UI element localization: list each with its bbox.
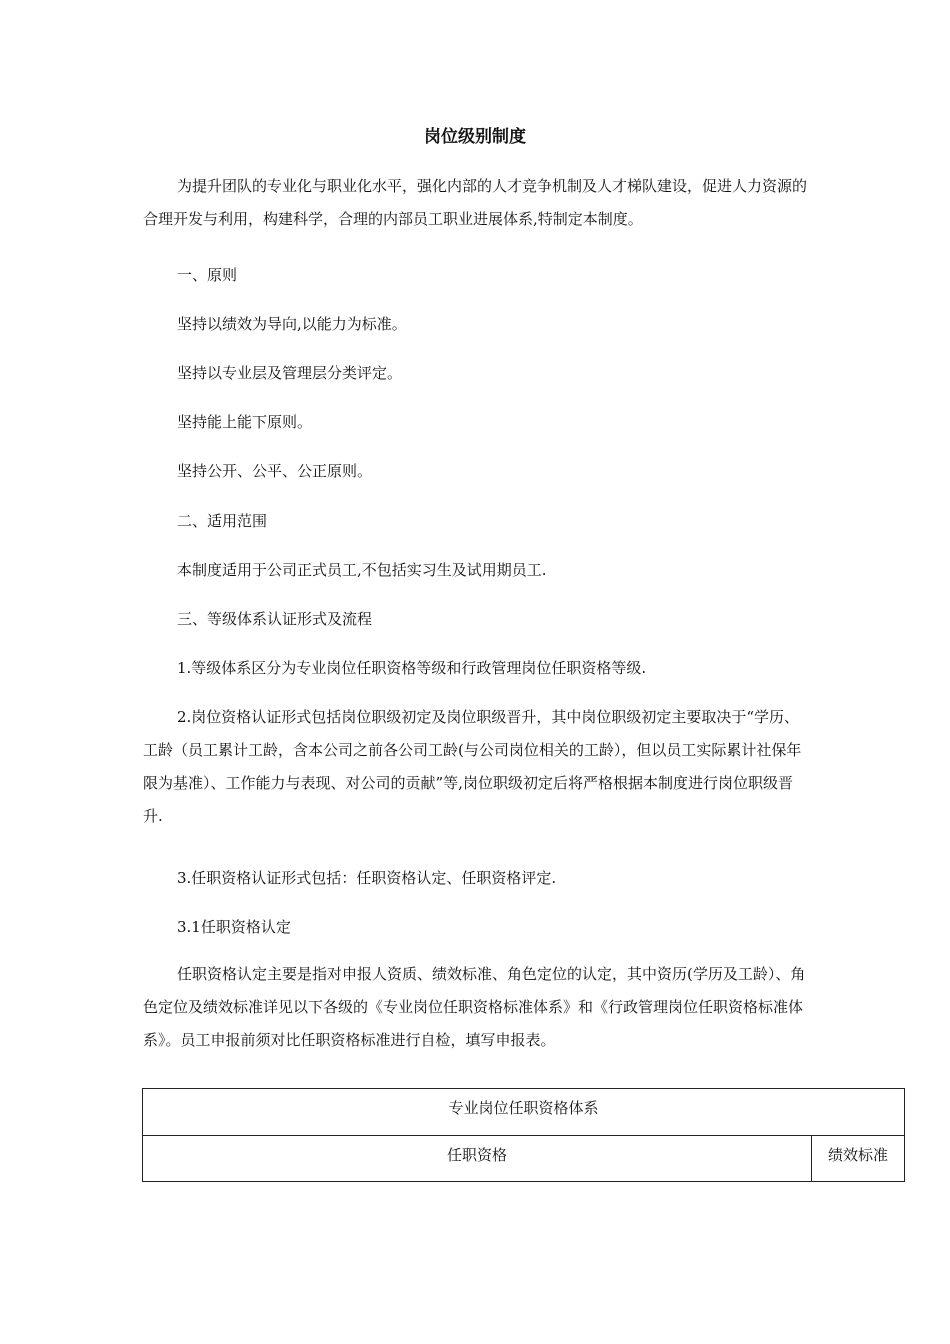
process-item-2: 2.岗位资格认证形式包括岗位职级初定及岗位职级晋升，其中岗位职级初定主要取决于“学历、工龄（员工累计工龄，含本公司之前各公司工龄(与公司岗位相关的工龄），但以员工实际累计社保年限为基准）、工作能力与表现、对公司的贡献”等,岗位职级初定后将严格根据本制度进行岗位职级晋升. bbox=[143, 708, 802, 825]
principle-item: 坚持以绩效为导向,以能力为标准。 bbox=[177, 315, 407, 333]
intro-paragraph: 为提升团队的专业化与职业化水平，强化内部的人才竞争机制及人才梯队建设，促进人力资源的合理开发与利用，构建科学，合理的内部员工职业进展体系,特制定本制度。 bbox=[143, 177, 808, 228]
subsection-heading-3-1: 3.1任职资格认定 bbox=[177, 918, 291, 936]
section-heading-process: 三、等级体系认证形式及流程 bbox=[177, 610, 373, 628]
table-header-qualifications: 任职资格 bbox=[143, 1136, 812, 1182]
principle-item: 坚持公开、公平、公正原则。 bbox=[177, 462, 373, 480]
qualification-paragraph: 任职资格认定主要是指对申报人资质、绩效标准、角色定位的认定，其中资历(学历及工龄）、角色定位及绩效标准详见以下各级的《专业岗位任职资格标准体系》和《行政管理岗位任职资格标准体系》。员工申报前须对比任职资格标准进行自检，填写申报表。 bbox=[143, 965, 806, 1049]
principle-item: 坚持能上能下原则。 bbox=[177, 413, 313, 431]
principle-item: 坚持以专业层及管理层分类评定。 bbox=[177, 364, 403, 382]
table-header-performance: 绩效标准 bbox=[812, 1136, 905, 1182]
qualification-table bbox=[142, 1088, 905, 1182]
section-heading-scope: 二、适用范围 bbox=[177, 512, 268, 530]
document-title: 岗位级别制度 bbox=[424, 127, 526, 147]
scope-text: 本制度适用于公司正式员工,不包括实习生及试用期员工. bbox=[177, 561, 547, 579]
process-item-1: 1.等级体系区分为专业岗位任职资格等级和行政管理岗位任职资格等级. bbox=[177, 659, 647, 677]
process-item-3: 3.任职资格认证形式包括：任职资格认定、任职资格评定. bbox=[177, 869, 557, 887]
table-title-cell: 专业岗位任职资格体系 bbox=[143, 1089, 905, 1136]
section-heading-principles: 一、原则 bbox=[177, 266, 238, 284]
